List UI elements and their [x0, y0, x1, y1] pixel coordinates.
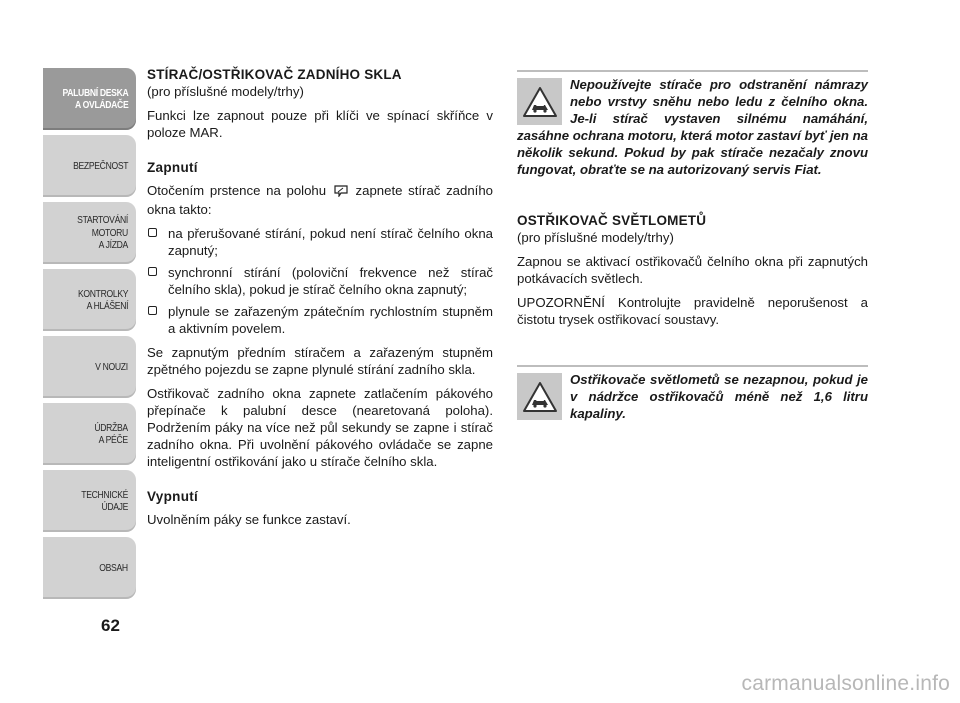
on-text-before: Otočením prstence na polohu — [147, 183, 327, 198]
tab-bezpecnost[interactable] — [43, 135, 136, 197]
tab-label: BEZPEČNOST — [72, 159, 128, 172]
tab-palubni-deska[interactable] — [43, 68, 136, 130]
off-paragraph: Uvolněním páky se funkce zastaví. — [147, 512, 351, 527]
on-text-after: zapnete stírač zadního okna takto: — [147, 183, 494, 217]
tab-label: V NOUZI — [95, 360, 128, 373]
warning-text: Ostřikovače světlometů se nezapnou, pokud je v nádržce ostřikovačů méně než 1,6 litru kapaliny. — [570, 372, 868, 421]
checkbox-bullet-icon — [148, 267, 157, 276]
reverse-paragraph: Se zapnutým předním stíračem a zařazeným stupněm zpětného pojezdu se zapne plynulé stírání zadního skla. — [147, 345, 493, 377]
watermark: carmanualsonline.info — [741, 672, 950, 695]
headlight-paragraph-1: Zapnou se aktivací ostřikovačů čelního okna při zapnutých potkávacích světlech. — [517, 254, 868, 286]
rear-wiper-section — [147, 66, 493, 535]
tab-label: OBSAH — [99, 561, 128, 574]
list-item-text: plynule se zařazeným zpátečním rychlostním stupněm a aktivním povelem. — [168, 304, 493, 336]
tab-obsah[interactable] — [43, 537, 136, 599]
list-item — [147, 303, 493, 337]
chapter-tabs — [43, 68, 136, 604]
section-title: STÍRAČ/OSTŘIKOVAČ ZADNÍHO SKLA — [147, 67, 402, 82]
list-item-text: na přerušované stírání, pokud není stírač čelního okna zapnutý; — [168, 226, 493, 258]
off-heading: Vypnutí — [147, 489, 199, 504]
headlight-paragraph-2: UPOZORNĚNÍ Kontrolujte pravidelně neporušenost a čistotu trysek ostřikovací soustavy. — [517, 295, 868, 327]
rear-wiper-symbol-icon — [334, 184, 348, 201]
warning-text: Nepoužívejte stírače pro odstranění námrazy nebo vrstvy sněhu nebo ledu z čelního okna. Je-li stírač vystaven silnému namáhání, zasáhne ochrana motoru, která motor zastaví byť jen na několik sekund. Pokud by pak stírače nezačaly znovu fungovat, obraťte se na autorizovaný servis Fiat. — [517, 77, 868, 177]
tab-label: KONTROLKY A HLÁŠENÍ — [77, 287, 128, 312]
list-item — [147, 225, 493, 259]
list-item — [147, 264, 493, 298]
on-paragraph — [147, 182, 493, 218]
tab-v-nouzi[interactable] — [43, 336, 136, 398]
tab-kontrolky[interactable] — [43, 269, 136, 331]
headlight-washer-subtitle: (pro příslušné modely/trhy) — [517, 230, 674, 245]
page-number: 62 — [101, 616, 120, 635]
warning-box-wiper — [517, 70, 868, 178]
tab-label: ÚDRŽBA A PÉČE — [94, 421, 128, 446]
on-heading: Zapnutí — [147, 160, 198, 175]
list-item-text: synchronní stírání (poloviční frekvence než stírač čelního skla), pokud je stírač čelního okna zapnutý; — [168, 265, 493, 297]
intro-paragraph: Funkci lze zapnout pouze při klíči ve spínací skříňce v poloze MAR. — [147, 108, 493, 140]
warning-box-washer — [517, 365, 868, 422]
section-subtitle: (pro příslušné modely/trhy) — [147, 84, 304, 99]
warning-triangle-car-icon — [517, 78, 562, 125]
right-column — [517, 70, 868, 422]
tab-startovani[interactable] — [43, 202, 136, 264]
tab-label: PALUBNÍ DESKA A OVLÁDAČE — [62, 86, 128, 111]
checkbox-bullet-icon — [148, 306, 157, 315]
tab-label: STARTOVÁNÍ MOTORU A JÍZDA — [77, 214, 128, 252]
warning-triangle-car-icon — [517, 373, 562, 420]
tab-technicke-udaje[interactable] — [43, 470, 136, 532]
checkbox-bullet-icon — [148, 228, 157, 237]
tab-label: TECHNICKÉ ÚDAJE — [81, 488, 128, 513]
washer-paragraph: Ostřikovač zadního okna zapnete zatlačením pákového přepínače k palubní desce (nearetovaná poloha). Podržením páky na více než půl sekundy se zapne i stírač zadního okna. Při uvolnění pákového ovládače se zapne inteligentní ostřikování jako u stírače čelního skla. — [147, 386, 493, 469]
tab-udrzba[interactable] — [43, 403, 136, 465]
wiper-modes-list — [147, 225, 493, 337]
headlight-washer-title: OSTŘIKOVAČ SVĚTLOMETŮ — [517, 213, 707, 228]
